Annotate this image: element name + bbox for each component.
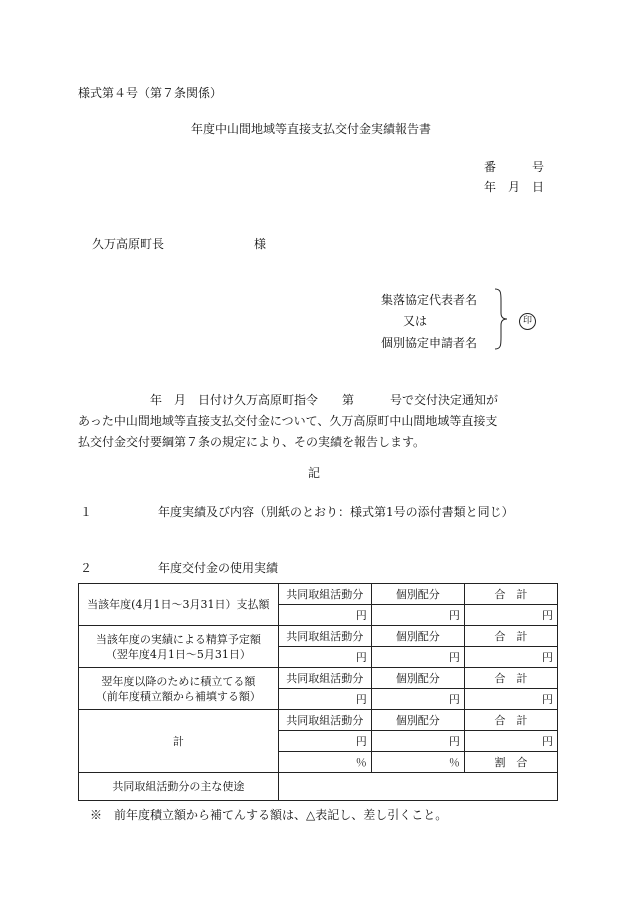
table-row — [79, 773, 558, 801]
col-individual-header: 個別配分 — [371, 626, 464, 647]
col-total-header: 合 計 — [464, 710, 557, 731]
row-label-line-1: 翌年度以降のために積立てる額 — [101, 674, 256, 688]
addressee-honorific: 様 — [254, 237, 267, 251]
section-1-number: １ — [80, 505, 93, 519]
col-total-header: 合 計 — [464, 668, 557, 689]
joint-percent-cell[interactable]: ％ — [278, 752, 371, 773]
row-label — [79, 668, 279, 710]
usage-table — [78, 583, 558, 801]
individual-amount-cell[interactable]: 円 — [371, 647, 464, 668]
total-amount-cell[interactable]: 円 — [464, 605, 557, 626]
section-2-number: ２ — [80, 561, 93, 575]
seal-icon: 印 — [519, 313, 536, 330]
brace-icon — [493, 287, 509, 351]
row-label-line-2: （翌年度4月1日～5月31日） — [105, 647, 251, 661]
body-line-1: 年 月 日付け久万高原町指令 第 号で交付決定通知が — [78, 393, 499, 407]
col-joint-header: 共同取組活動分 — [278, 710, 371, 731]
individual-amount-cell[interactable]: 円 — [371, 731, 464, 752]
table-row — [79, 668, 558, 689]
total-label: 計 — [79, 710, 279, 773]
col-joint-header: 共同取組活動分 — [278, 626, 371, 647]
row-label-line-2: （前年度積立額から補填する額） — [95, 689, 261, 703]
table-row — [79, 710, 558, 731]
section-2-text: 年度交付金の使用実績 — [158, 561, 279, 575]
table-row — [79, 584, 558, 605]
total-amount-cell[interactable]: 円 — [464, 731, 557, 752]
col-individual-header: 個別配分 — [371, 668, 464, 689]
body-line-3: 払交付金交付要綱第７条の規定により、その実績を報告します。 — [78, 435, 426, 449]
col-total-header: 合 計 — [464, 626, 557, 647]
joint-amount-cell[interactable]: 円 — [278, 731, 371, 752]
total-amount-cell[interactable]: 円 — [464, 647, 557, 668]
individual-percent-cell[interactable]: ％ — [371, 752, 464, 773]
ki-heading: 記 — [308, 466, 321, 480]
col-individual-header: 個別配分 — [371, 710, 464, 731]
joint-amount-cell[interactable]: 円 — [278, 647, 371, 668]
col-total-header: 合 計 — [464, 584, 557, 605]
ratio-label: 割 合 — [464, 752, 557, 773]
usage-label: 共同取組活動分の主な使途 — [79, 773, 279, 801]
individual-amount-cell[interactable]: 円 — [371, 689, 464, 710]
col-joint-header: 共同取組活動分 — [278, 668, 371, 689]
representative-label: 集落協定代表者名 — [381, 293, 478, 307]
col-joint-header: 共同取組活動分 — [278, 584, 371, 605]
addressee-name: 久万高原町長 — [92, 237, 165, 251]
row-label-line-1: 当該年度の実績による精算予定額 — [95, 632, 261, 646]
joint-amount-cell[interactable]: 円 — [278, 605, 371, 626]
section-1-text: 年度実績及び内容（別紙のとおり：様式第1号の添付書類と同じ） — [158, 505, 514, 519]
total-amount-cell[interactable]: 円 — [464, 689, 557, 710]
col-individual-header: 個別配分 — [371, 584, 464, 605]
document-title: 年度中山間地域等直接支払交付金実績報告書 — [191, 122, 432, 136]
form-id: 様式第４号（第７条関係） — [78, 86, 223, 100]
individual-amount-cell[interactable]: 円 — [371, 605, 464, 626]
row-label: 当該年度(4月1日～3月31日）支払額 — [79, 584, 279, 626]
date-label: 年 月 日 — [484, 180, 545, 194]
table-row — [79, 626, 558, 647]
body-line-2: あった中山間地域等直接支払交付金について、久万高原町中山間地域等直接支 — [78, 414, 498, 428]
joint-amount-cell[interactable]: 円 — [278, 689, 371, 710]
usage-input-cell[interactable] — [278, 773, 557, 801]
or-label: 又は — [403, 314, 428, 328]
number-label: 番 号 — [484, 160, 545, 174]
body-paragraph — [78, 390, 554, 453]
individual-applicant-label: 個別協定申請者名 — [381, 336, 478, 350]
footnote: ※ 前年度積立額から補てんする額は、△表記し、差し引くこと。 — [90, 808, 448, 822]
row-label — [79, 626, 279, 668]
